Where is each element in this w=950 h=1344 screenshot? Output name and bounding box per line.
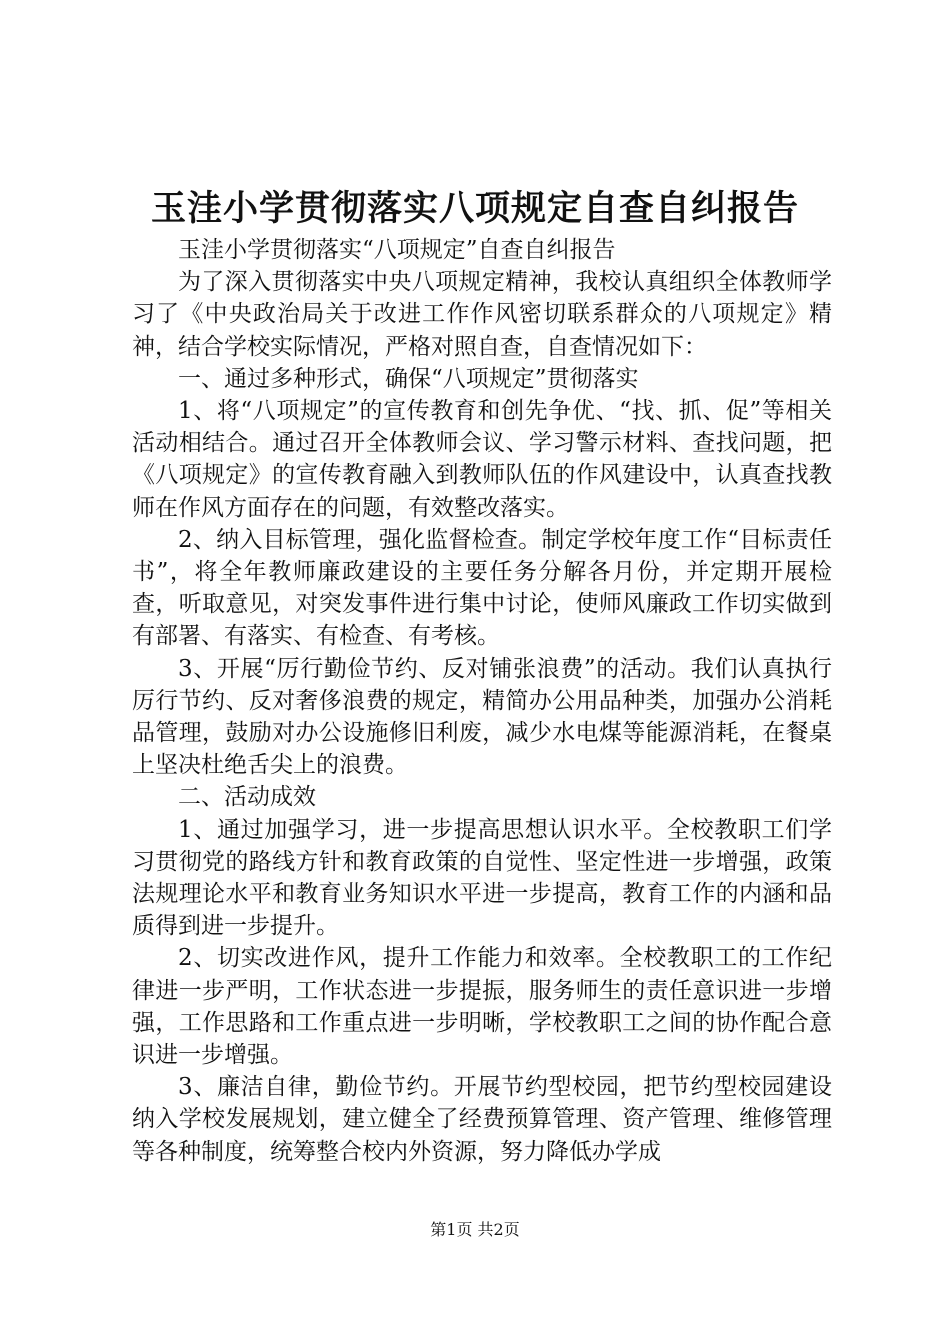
body-paragraph: 1、将“八项规定”的宣传教育和创先争优、“找、抓、促”等相关活动相结合。通过召开全体教师会议、学习警示材料、查找问题，把《八项规定》的宣传教育融入到教师队伍的作风建设中，认真查找教师在作风方面存在的问题，有效整改落实。 [132,398,832,521]
body-paragraph: 玉洼小学贯彻落实“八项规定”自查自纠报告 [178,237,616,263]
body-paragraph: 为了深入贯彻落实中央八项规定精神，我校认真组织全体教师学习了《中央政治局关于改进工作作风密切联系群众的八项规定》精神，结合学校实际情况，严格对照自查，自查情况如下： [132,269,832,360]
body-paragraph: 1、通过加强学习，进一步提高思想认识水平。全校教职工们学习贯彻党的路线方针和教育政策的自觉性、坚定性进一步增强，政策法规理论水平和教育业务知识水平进一步提高，教育工作的内涵和品质得到进一步提升。 [132,816,832,940]
document-title: 玉洼小学贯彻落实八项规定自查自纠报告 [150,188,799,229]
section-heading: 一、通过多种形式，确保“八项规定”贯彻落实 [178,365,639,392]
body-paragraph: 3、廉洁自律，勤俭节约。开展节约型校园，把节约型校园建设纳入学校发展规划，建立健全了经费预算管理、资产管理、维修管理等各种制度，统筹整合校内外资源，努力降低办学成 [132,1074,832,1165]
body-paragraph: 2、纳入目标管理，强化监督检查。制定学校年度工作“目标责任书”，将全年教师廉政建设的主要任务分解各月份，并定期开展检查，听取意见，对突发事件进行集中讨论，使师风廉政工作切实做到有部署、有落实、有检查、有考核。 [132,526,832,650]
page-indicator: 第1页 共2页 [430,1220,520,1239]
section-heading: 二、活动成效 [178,784,316,811]
body-paragraph: 2、切实改进作风，提升工作能力和效率。全校教职工的工作纪律进一步严明，工作状态进一步提振，服务师生的责任意识进一步增强，工作思路和工作重点进一步明晰，学校教职工之间的协作配合意识进一步增强。 [132,945,832,1069]
document-body [132,234,832,1168]
body-paragraph: 3、开展“厉行勤俭节约、反对铺张浪费”的活动。我们认真执行厉行节约、反对奢侈浪费的规定，精简办公用品种类，加强办公消耗品管理，鼓励对办公设施修旧利废，减少水电煤等能源消耗，在餐桌上坚决杜绝舌尖上的浪费。 [132,655,832,779]
